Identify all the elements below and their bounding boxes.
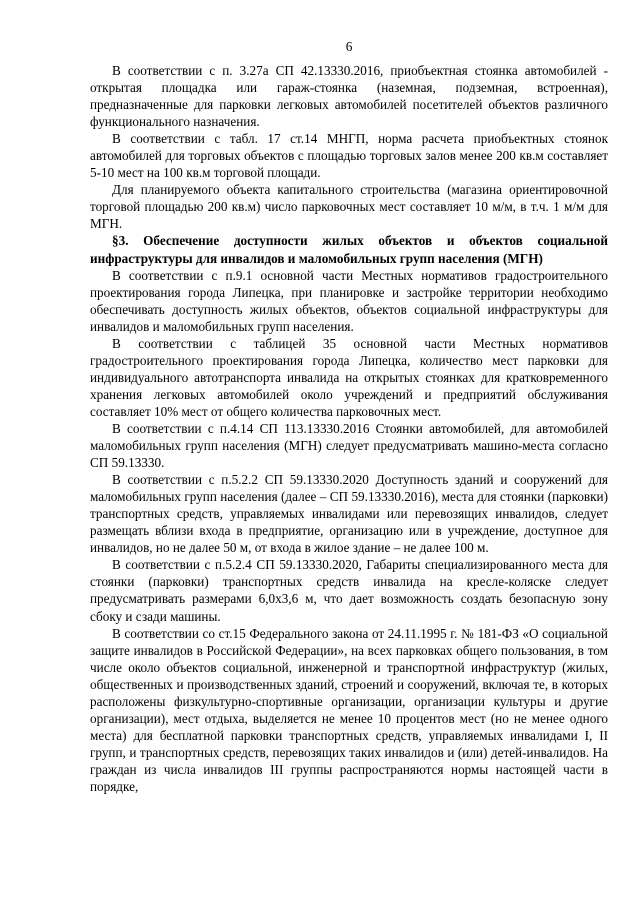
document-page [90,38,608,795]
paragraph-table-35: В соответствии с таблицей 35 основной части Местных нормативов градостроительного проектирования города Липецка, количество мест парковки для индивидуального автотранспорта инвалида на открытых стоянках для кратковременного хранения легковых автомобилей около учреждений и предприятий обслуживания составляет 10% мест от общего количества парковочных мест. [90,335,608,419]
paragraph-planned-object: Для планируемого объекта капитального строительства (магазина ориентировочной торговой площадью 200 кв.м) число парковочных мест составляет 10 м/м, в т.ч. 1 м/м для МГН. [90,182,608,232]
paragraph-sp-59-522: В соответствии с п.5.2.2 СП 59.13330.2020 Доступность зданий и сооружений для маломобильных групп населения (далее – СП 59.13330.2016), места для стоянки (парковки) транспортных средств, управляемых инвалидами или перевозящих инвалидов, следует размещать вблизи входа в предприятие, организацию или в учреждение, доступное для инвалидов, но не далее 50 м, от входа в жилое здание – не далее 100 м. [90,472,608,556]
paragraph-sp-59-524: В соответствии с п.5.2.4 СП 59.13330.2020, Габариты специализированного места для стоянки (парковки) транспортных средств инвалида на кресле-коляске следует предусматривать размерами 6,0х3,6 м, что дает возможность создать безопасную зону сбоку и сзади машины. [90,557,608,624]
paragraph-parking-norm: В соответствии с табл. 17 ст.14 МНГП, норма расчета приобъектных стоянок автомобилей для торговых объектов с площадью торговых залов менее 200 кв.м составляет 5-10 мест на 100 кв.м торговой площади. [90,131,608,181]
paragraph-parking-definition: В соответствии с п. 3.27а СП 42.13330.2016, приобъектная стоянка автомобилей - открытая площадка или гараж-стоянка (наземная, подземная, встроенная), предназначенные для парковки легковых автомобилей посетителей объектов различного функционального назначения. [90,63,608,130]
page-number: 6 [345,39,353,54]
paragraph-accessibility: В соответствии с п.9.1 основной части Местных нормативов градостроительного проектирования города Липецка, при планировке и застройке территории необходимо обеспечивать доступность жилых объектов, объектов социальной инфраструктуры для инвалидов и маломобильных групп населения. [90,267,608,334]
paragraph-sp-113: В соответствии с п.4.14 СП 113.13330.2016 Стоянки автомобилей, для автомобилей маломобильных групп населения (МГН) следует предусматривать машино-места согласно СП 59.13330. [90,420,608,471]
section-heading: §3. Обеспечение доступности жилых объектов и объектов социальной инфраструктуры для инвалидов и маломобильных групп населения (МГН) [90,233,608,266]
paragraph-federal-law: В соответствии со ст.15 Федерального закона от 24.11.1995 г. № 181-ФЗ «О социальной защите инвалидов в Российской Федерации», на всех парковках общего пользования, в том числе около объектов социальной, инженерной и транспортной инфраструктур (жилых, общественных и производственных зданий, строений и сооружений, включая те, в которых расположены физкультурно-спортивные организации, организации культуры и другие организации), мест отдыха, выделяется не менее 10 процентов мест (но не менее одного места) для бесплатной парковки транспортных средств, управляемых инвалидами I, II групп, и транспортных средств, перевозящих таких инвалидов и (или) детей-инвалидов. На граждан из числа инвалидов III группы распространяются нормы настоящей части в порядке, [90,625,608,794]
